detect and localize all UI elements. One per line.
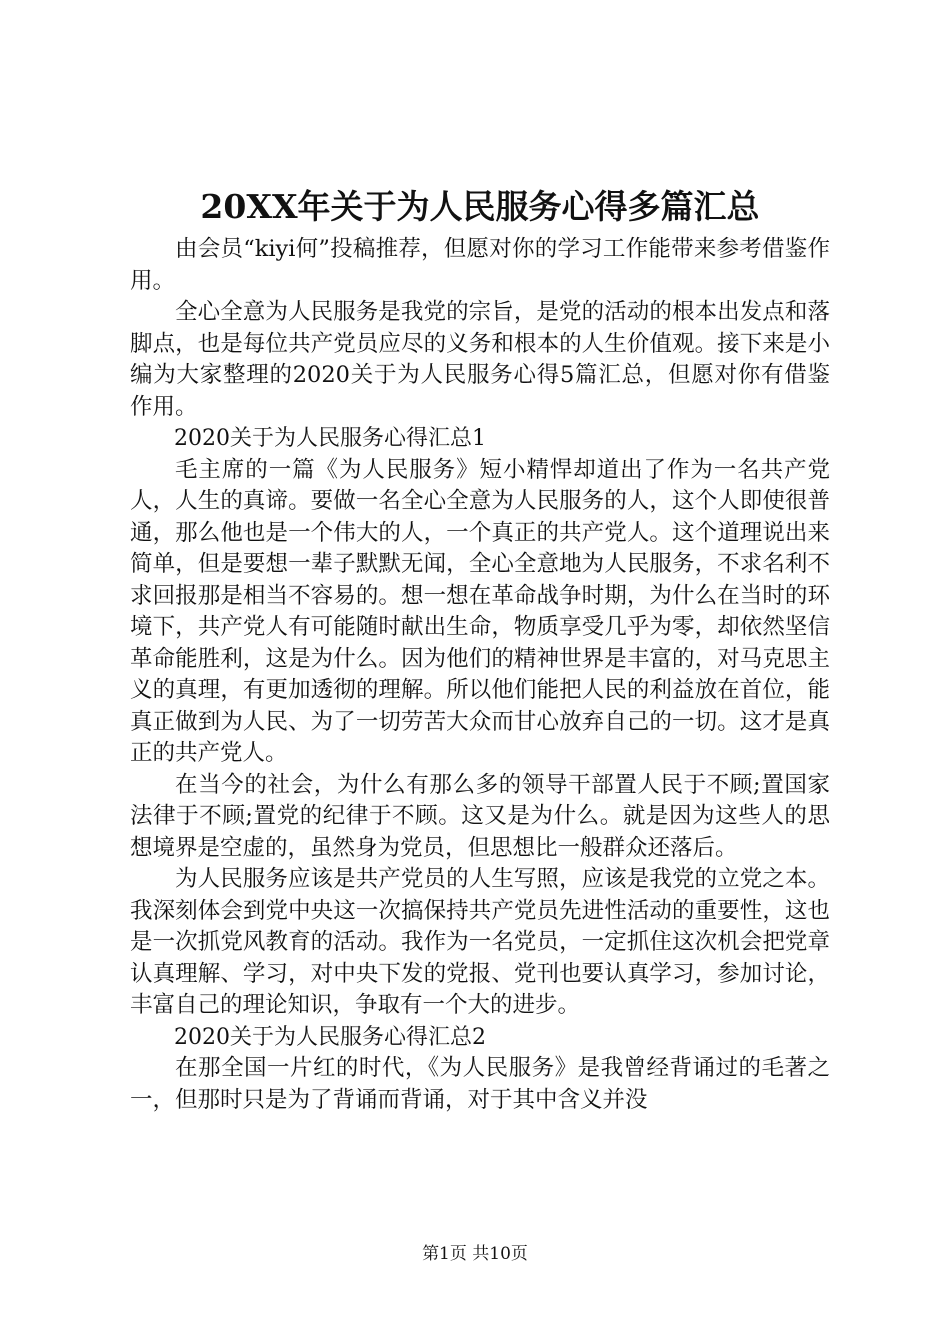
body-paragraph: 在那全国一片红的时代，《为人民服务》是我曾经背诵过的毛著之一，但那时只是为了背诵而背诵，对于其中含义并没: [130, 1055, 830, 1113]
intro-paragraph: 由会员“kiyi何”投稿推荐，但愿对你的学习工作能带来参考借鉴作用。: [130, 236, 830, 294]
body-paragraph: 为人民服务应该是共产党员的人生写照，应该是我党的立党之本。我深刻体会到党中央这一次搞保持共产党员先进性活动的重要性，这也是一次抓党风教育的活动。我作为一名党员，一定抓住这次机会把党章认真理解、学习，对中央下发的党报、党刊也要认真学习，参加讨论，丰富自己的理论知识，争取有一个大的进步。: [130, 866, 830, 1018]
body-paragraph: 毛主席的一篇《为人民服务》短小精悍却道出了作为一名共产党人，人生的真谛。要做一名全心全意为人民服务的人，这个人即使很普通，那么他也是一个伟大的人，一个真正的共产党人。这个道理说出来简单，但是要想一辈子默默无闻，全心全意地为人民服务，不求名利不求回报那是相当不容易的。想一想在革命战争时期，为什么在当时的环境下，共产党人有可能随时献出生命，物质享受几乎为零，却依然坚信革命能胜利，这是为什么。因为他们的精神世界是丰富的，对马克思主义的真理，有更加透彻的理解。所以他们能把人民的利益放在首位，能真正做到为人民、为了一切劳苦大众而甘心放弃自己的一切。这才是真正的共产党人。: [130, 456, 830, 766]
intro-paragraph: 全心全意为人民服务是我党的宗旨，是党的活动的根本出发点和落脚点，也是每位共产党员应尽的义务和根本的人生价值观。接下来是小编为大家整理的2020关于为人民服务心得5篇汇总，但愿对你有借鉴作用。: [130, 299, 830, 420]
document-page: [130, 182, 830, 1116]
page-number-footer: 第1页 共10页: [422, 1244, 528, 1264]
body-paragraph: 在当今的社会，为什么有那么多的领导干部置人民于不顾;置国家法律于不顾;置党的纪律于不顾。这又是为什么。就是因为这些人的思想境界是空虚的，虽然身为党员，但思想比一般群众还落后。: [130, 771, 830, 861]
section-heading: 2020关于为人民服务心得汇总2: [174, 1024, 486, 1050]
section-heading: 2020关于为人民服务心得汇总1: [174, 426, 486, 451]
document-title: 20XX年关于为人民服务心得多篇汇总: [200, 187, 760, 226]
